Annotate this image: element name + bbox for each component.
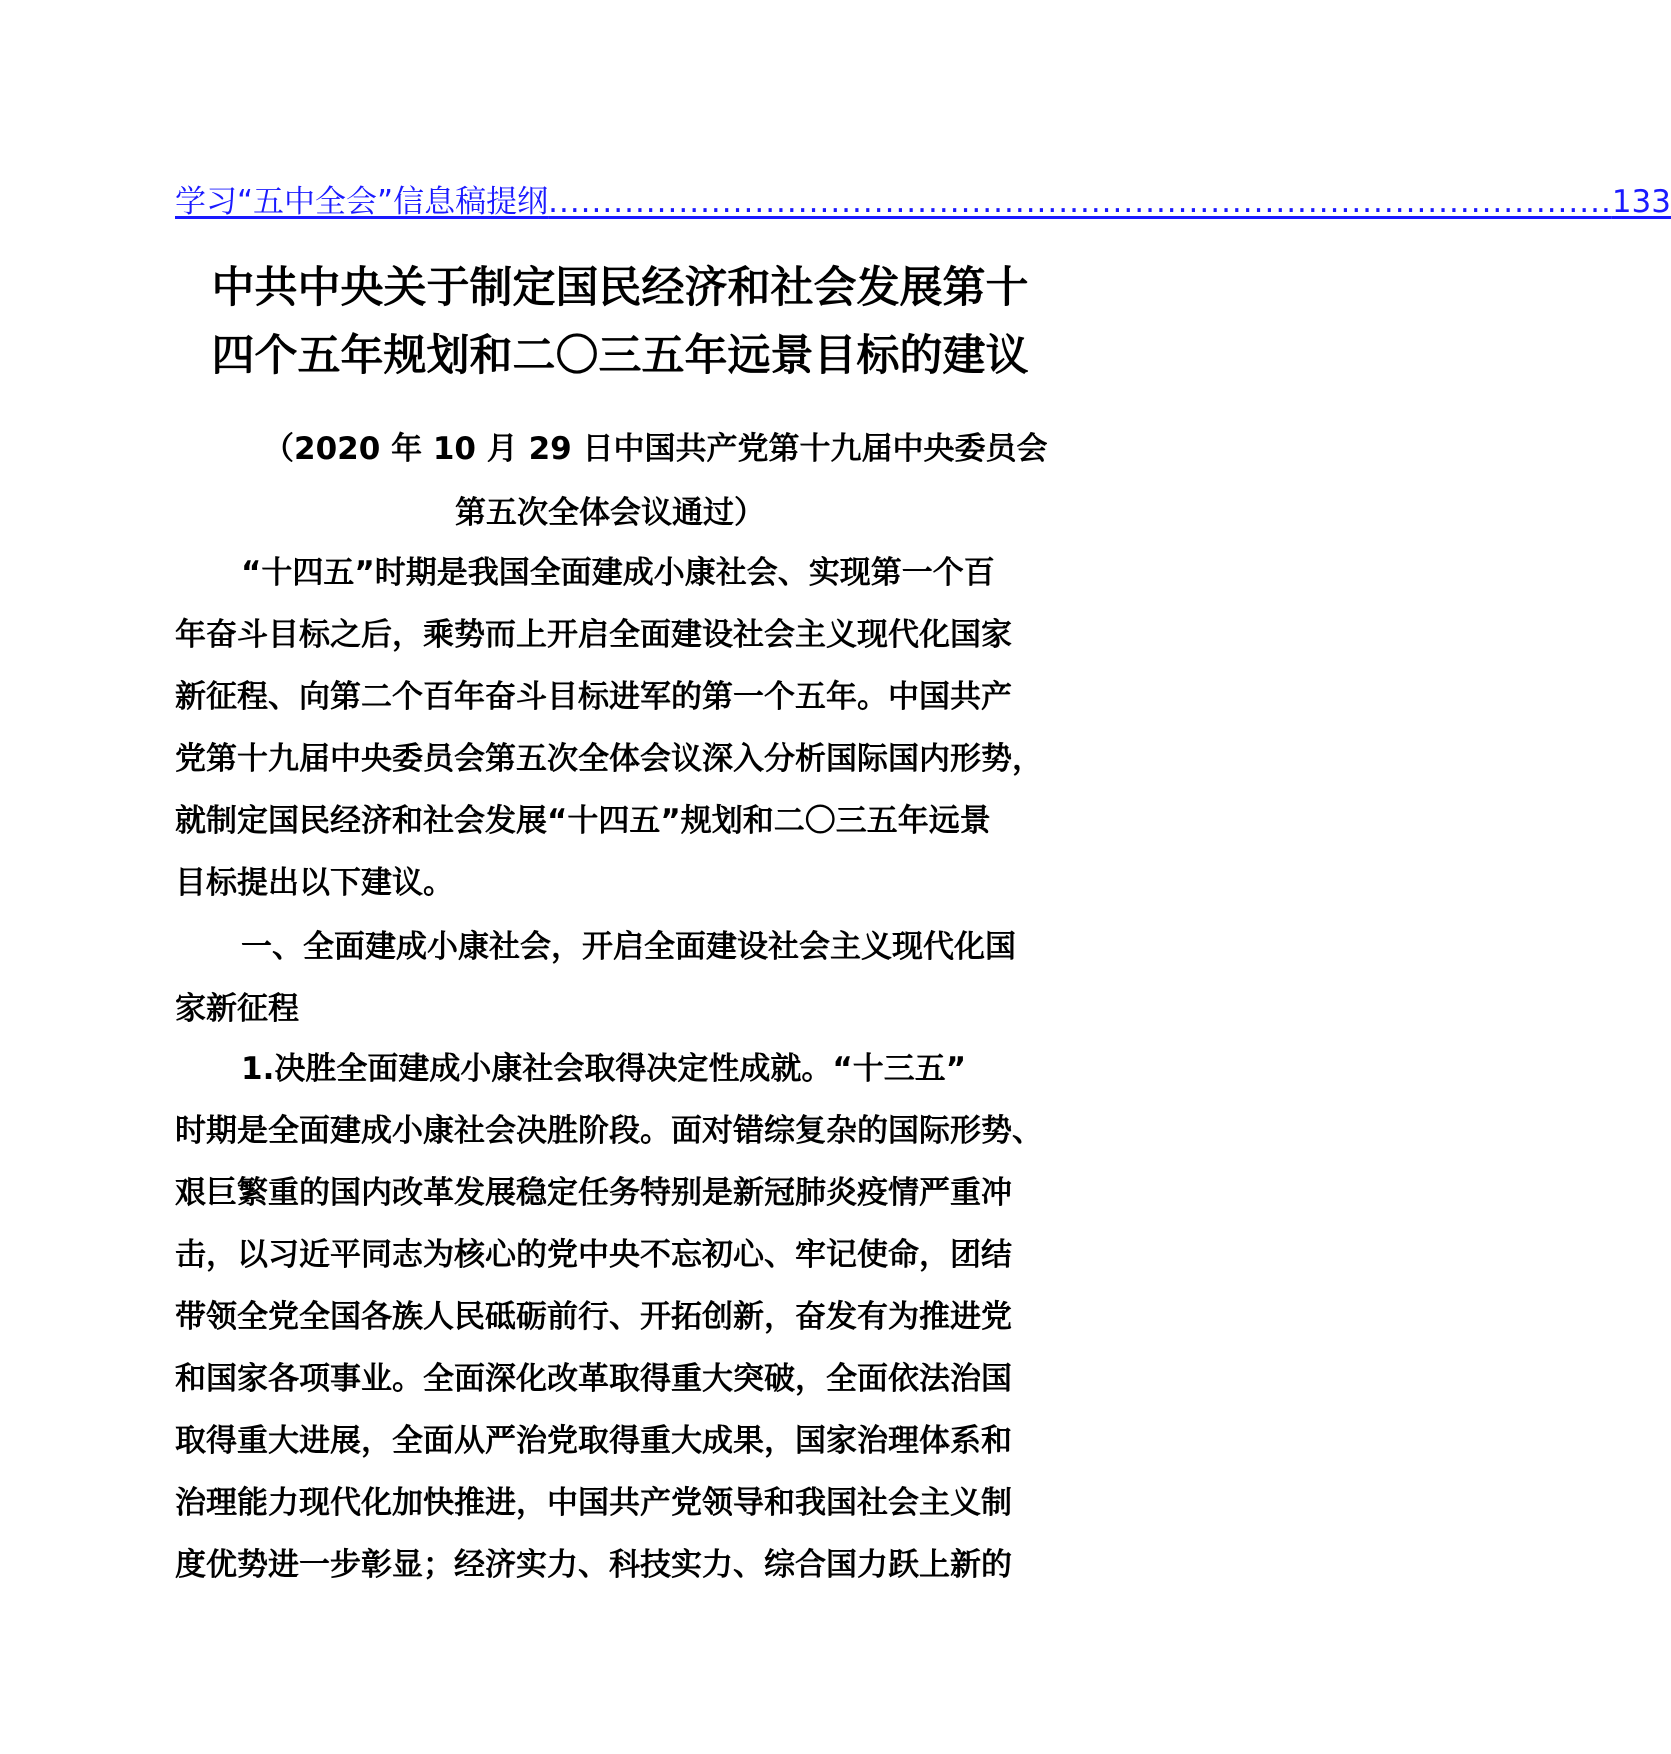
document-title xyxy=(180,254,1060,390)
paragraph-line: 艰巨繁重的国内改革发展稳定任务特别是新冠肺炎疫情严重冲 xyxy=(175,1175,1012,1211)
document-subtitle-line-2: 第五次全体会议通过） xyxy=(455,495,765,531)
paragraph-line: 就制定国民经济和社会发展“十四五”规划和二〇三五年远景 xyxy=(175,803,991,839)
paragraph-line: 度优势进一步彰显；经济实力、科技实力、综合国力跃上新的 xyxy=(175,1547,1012,1583)
heading-line: 家新征程 xyxy=(175,991,299,1027)
paragraph-line: 取得重大进展，全面从严治党取得重大成果，国家治理体系和 xyxy=(175,1423,1012,1459)
section-heading-1 xyxy=(175,916,1075,1040)
toc-link[interactable] xyxy=(175,174,1671,222)
toc-leader: .................................................................................................. xyxy=(548,184,1612,220)
document-title-line: 中共中央关于制定国民经济和社会发展第十 xyxy=(211,263,1029,313)
paragraph-section-1-item-1 xyxy=(175,1038,1075,1596)
paragraph-line: 1.决胜全面建成小康社会取得决定性成就。“十三五” xyxy=(241,1051,967,1087)
paragraph-line: 击，以习近平同志为核心的党中央不忘初心、牢记使命，团结 xyxy=(175,1237,1012,1273)
paragraph-line: “十四五”时期是我国全面建成小康社会、实现第一个百 xyxy=(241,555,995,591)
paragraph-line: 目标提出以下建议。 xyxy=(175,865,454,901)
paragraph-intro xyxy=(175,542,1075,914)
heading-line: 一、全面建成小康社会，开启全面建设社会主义现代化国 xyxy=(241,929,1016,965)
paragraph-line: 年奋斗目标之后，乘势而上开启全面建设社会主义现代化国家 xyxy=(175,617,1012,653)
document-title-line: 四个五年规划和二〇三五年远景目标的建议 xyxy=(211,331,1029,381)
paragraph-line: 带领全党全国各族人民砥砺前行、开拓创新，奋发有为推进党 xyxy=(175,1299,1012,1335)
toc-title: 学习“五中全会”信息稿提纲 xyxy=(175,184,549,220)
toc-page-number: 133 xyxy=(1611,184,1671,220)
paragraph-line: 党第十九届中央委员会第五次全体会议深入分析国际国内形势， xyxy=(175,741,1043,777)
paragraph-line: 治理能力现代化加快推进，中国共产党领导和我国社会主义制 xyxy=(175,1485,1012,1521)
document-subtitle-line-1: （2020 年 10 月 29 日中国共产党第十九届中央委员会 xyxy=(263,431,1048,467)
paragraph-line: 时期是全面建成小康社会决胜阶段。面对错综复杂的国际形势、 xyxy=(175,1113,1043,1149)
paragraph-line: 新征程、向第二个百年奋斗目标进军的第一个五年。中国共产 xyxy=(175,679,1012,715)
paragraph-line: 和国家各项事业。全面深化改革取得重大突破，全面依法治国 xyxy=(175,1361,1012,1397)
